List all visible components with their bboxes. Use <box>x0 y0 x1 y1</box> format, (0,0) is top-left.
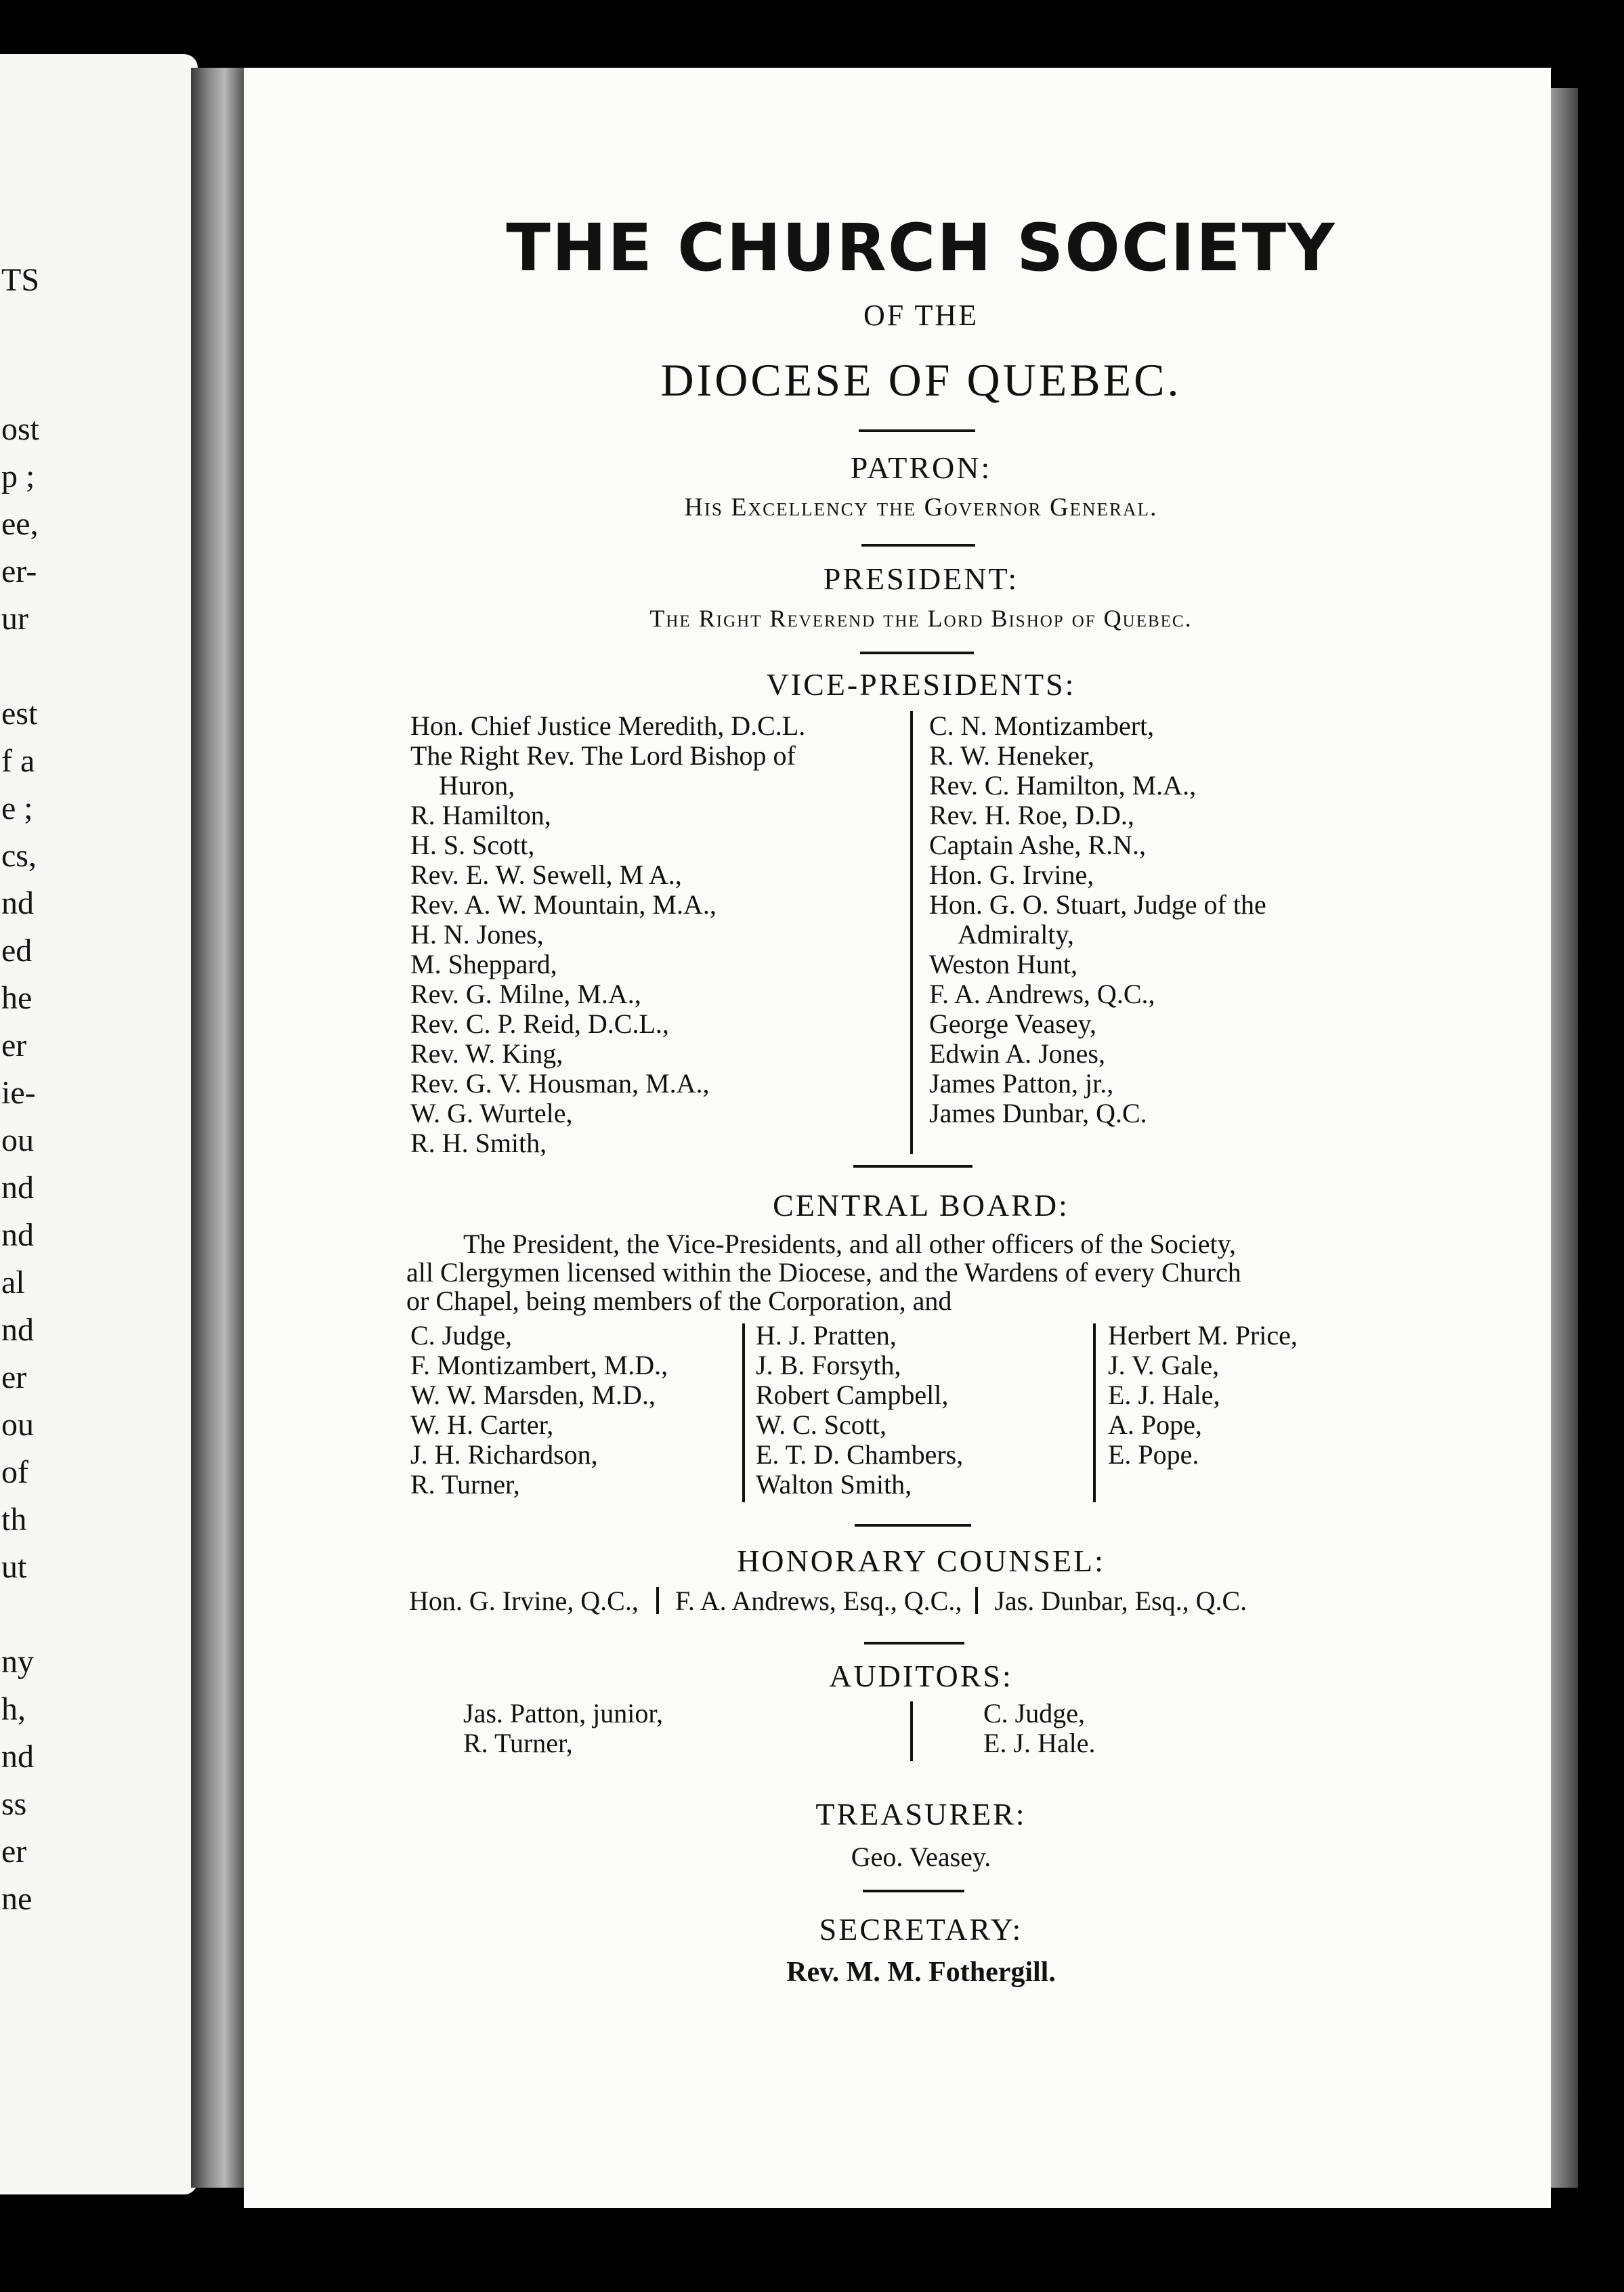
facing-page-fragment: ny <box>1 1644 34 1680</box>
facing-page-fragment: h, <box>1 1691 26 1727</box>
divider <box>861 544 975 547</box>
facing-page-fragment: TS <box>1 262 40 298</box>
book-gutter <box>191 68 252 2188</box>
name-entry: E. Pope. <box>1108 1439 1199 1470</box>
name-entry: H. S. Scott, <box>410 830 535 860</box>
honorary-counsel-names <box>409 1585 1254 1617</box>
counsel-name: Hon. G. Irvine, Q.C., <box>409 1586 639 1616</box>
name-entry: Rev. W. King, <box>410 1038 563 1069</box>
facing-page-fragment: f a <box>1 743 35 779</box>
name-entry: R. Hamilton, <box>410 800 551 830</box>
divider <box>860 652 974 654</box>
central-board-column-2 <box>756 1321 963 1500</box>
patron-name: His Excellency the Governor General. <box>684 493 1158 522</box>
facing-page-fragment: ed <box>1 933 33 969</box>
divider <box>855 1524 971 1527</box>
vice-presidents-heading: VICE-PRESIDENTS: <box>766 667 1076 702</box>
name-entry: Edwin A. Jones, <box>929 1038 1105 1069</box>
central-board-heading: CENTRAL BOARD: <box>773 1188 1069 1223</box>
name-entry: Huron, <box>439 770 515 801</box>
column-separator <box>975 1587 978 1614</box>
divider <box>864 1642 964 1644</box>
facing-page-fragment: ne <box>1 1881 33 1917</box>
subtitle-diocese: DIOCESE OF QUEBEC. <box>660 354 1182 406</box>
president-name: The Right Reverend the Lord Bishop of Quebec. <box>649 605 1193 632</box>
name-entry: W. C. Scott, <box>756 1409 886 1440</box>
patron-heading: PATRON: <box>850 450 992 485</box>
name-entry: George Veasey, <box>929 1009 1096 1039</box>
name-entry: F. Montizambert, M.D., <box>410 1350 668 1380</box>
name-entry: Rev. H. Roe, D.D., <box>929 800 1134 830</box>
name-entry: Walton Smith, <box>756 1469 912 1500</box>
name-entry: M. Sheppard, <box>410 949 557 979</box>
facing-page-fragment: e ; <box>1 790 33 826</box>
description-line: all Clergymen licensed within the Diocese, and the Wardens of every Church <box>406 1257 1241 1288</box>
central-board-description <box>406 1230 1421 1315</box>
name-entry: Admiralty, <box>958 919 1074 950</box>
facing-page-fragment: er <box>1 1027 27 1063</box>
facing-page-fragment: nd <box>1 1739 34 1775</box>
facing-page-fragment: ur <box>1 601 28 637</box>
name-entry: Weston Hunt, <box>929 949 1077 979</box>
name-entry: Rev. A. W. Mountain, M.A., <box>410 889 717 920</box>
name-entry: W. H. Carter, <box>410 1409 554 1440</box>
treasurer-name: Geo. Veasey. <box>851 1842 991 1872</box>
auditors-left-column <box>463 1699 663 1758</box>
counsel-name: F. A. Andrews, Esq., Q.C., <box>675 1586 962 1616</box>
facing-page-fragment: ss <box>1 1786 27 1822</box>
name-entry: Captain Ashe, R.N., <box>929 830 1146 860</box>
facing-page-fragment: nd <box>1 1170 34 1206</box>
treasurer-heading: TREASURER: <box>815 1797 1027 1831</box>
divider <box>859 429 975 432</box>
name-entry: Rev. C. P. Reid, D.C.L., <box>410 1009 669 1039</box>
central-board-column-3 <box>1108 1321 1298 1470</box>
name-entry: R. H. Smith, <box>410 1128 547 1158</box>
name-entry: R. Turner, <box>463 1728 573 1758</box>
vice-presidents-left-column <box>410 711 805 1158</box>
secretary-name: Rev. M. M. Fothergill. <box>786 1957 1056 1988</box>
name-entry: H. J. Pratten, <box>756 1320 897 1351</box>
facing-page-text <box>0 54 198 2194</box>
column-separator <box>742 1323 745 1502</box>
facing-page-fragment: nd <box>1 1312 34 1348</box>
column-separator <box>910 1701 913 1761</box>
facing-page <box>0 54 198 2194</box>
subtitle-of-the: OF THE <box>863 299 979 332</box>
name-entry: C. Judge, <box>410 1320 512 1351</box>
name-entry: J. H. Richardson, <box>410 1439 598 1470</box>
name-entry: Rev. E. W. Sewell, M A., <box>410 860 682 890</box>
facing-page-fragment: cs, <box>1 838 37 874</box>
description-line: or Chapel, being members of the Corporation, and <box>406 1286 952 1316</box>
facing-page-fragment: th <box>1 1502 27 1537</box>
name-entry: Hon. G. O. Stuart, Judge of the <box>929 889 1266 920</box>
name-entry: Robert Campbell, <box>756 1380 949 1410</box>
facing-page-fragment: ost <box>1 411 40 447</box>
divider <box>853 1165 973 1168</box>
name-entry: Hon. G. Irvine, <box>929 860 1094 890</box>
facing-page-fragment: nd <box>1 1217 34 1253</box>
name-entry: W. W. Marsden, M.D., <box>410 1380 656 1410</box>
document-title: THE CHURCH SOCIETY <box>506 210 1336 286</box>
name-entry: E. T. D. Chambers, <box>756 1439 964 1470</box>
vice-presidents-right-column <box>929 711 1266 1128</box>
facing-page-fragment: ie- <box>1 1075 36 1111</box>
facing-page-fragment: ou <box>1 1122 34 1158</box>
column-separator <box>1093 1323 1096 1502</box>
facing-page-fragment: p ; <box>1 459 35 494</box>
name-entry: E. J. Hale, <box>1108 1380 1220 1410</box>
facing-page-fragment: er <box>1 1833 27 1869</box>
name-entry: H. N. Jones, <box>410 919 544 950</box>
name-entry: J. B. Forsyth, <box>756 1350 901 1380</box>
honorary-counsel-heading: HONORARY COUNSEL: <box>737 1544 1105 1578</box>
name-entry: Rev. G. Milne, M.A., <box>410 979 641 1009</box>
name-entry: E. J. Hale. <box>983 1728 1096 1758</box>
facing-page-fragment: est <box>1 696 38 731</box>
name-entry: Hon. Chief Justice Meredith, D.C.L. <box>410 710 806 741</box>
president-heading: PRESIDENT: <box>823 561 1019 596</box>
column-separator <box>656 1587 659 1614</box>
auditors-right-column <box>983 1699 1096 1758</box>
facing-page-fragment: ee, <box>1 506 39 542</box>
name-entry: James Patton, jr., <box>929 1068 1114 1099</box>
counsel-name: Jas. Dunbar, Esq., Q.C. <box>994 1586 1247 1616</box>
column-separator <box>910 711 913 1154</box>
name-entry: R. W. Heneker, <box>929 740 1094 771</box>
central-board-column-1 <box>410 1321 668 1500</box>
facing-page-fragment: he <box>1 980 33 1016</box>
name-entry: Rev. G. V. Housman, M.A., <box>410 1068 710 1099</box>
name-entry: W. G. Wurtele, <box>410 1098 573 1128</box>
facing-page-fragment: ut <box>1 1549 27 1585</box>
name-entry: J. V. Gale, <box>1108 1350 1220 1380</box>
name-entry: Jas. Patton, junior, <box>463 1698 664 1728</box>
name-entry: C. Judge, <box>983 1698 1085 1728</box>
auditors-heading: AUDITORS: <box>829 1659 1013 1693</box>
name-entry: The Right Rev. The Lord Bishop of <box>410 740 796 771</box>
facing-page-fragment: al <box>1 1265 25 1300</box>
facing-page-fragment: er- <box>1 553 37 589</box>
name-entry: Herbert M. Price, <box>1108 1320 1298 1351</box>
name-entry: Rev. C. Hamilton, M.A., <box>929 770 1197 801</box>
name-entry: F. A. Andrews, Q.C., <box>929 979 1155 1009</box>
facing-page-fragment: nd <box>1 885 34 921</box>
secretary-heading: SECRETARY: <box>819 1912 1023 1947</box>
facing-page-fragment: ou <box>1 1407 34 1443</box>
description-line: The President, the Vice-Presidents, and all other officers of the Society, <box>463 1229 1236 1259</box>
facing-page-fragment: er <box>1 1359 27 1395</box>
name-entry: R. Turner, <box>410 1469 520 1500</box>
name-entry: C. N. Montizambert, <box>929 710 1155 741</box>
name-entry: James Dunbar, Q.C. <box>929 1098 1147 1128</box>
divider <box>863 1890 964 1892</box>
facing-page-fragment: of <box>1 1454 28 1490</box>
name-entry: A. Pope, <box>1108 1409 1202 1440</box>
